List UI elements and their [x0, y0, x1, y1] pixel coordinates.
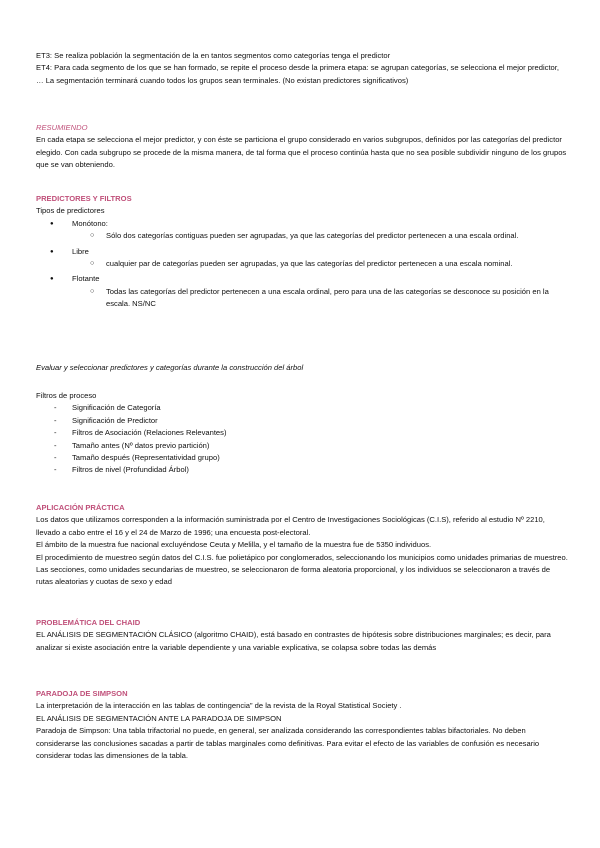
- simpson-section: [36, 688, 568, 762]
- filtros-list: [36, 402, 568, 476]
- problematica-text: EL ANÁLISIS DE SEGMENTACIÓN CLÁSICO (algoritmo CHAID), está basado en contrastes de hipótesis sobre distribuciones marginales; es decir, para analizar si existe asociación entre la variable dependiente y una variable explicativa, se colapsa sobre todas las demás: [36, 630, 551, 652]
- simpson-line-2: EL ANÁLISIS DE SEGMENTACIÓN ANTE LA PARADOJA DE SIMPSON: [36, 713, 282, 723]
- list-item: ● Flotante: [36, 273, 568, 285]
- list-item: - Significación de Predictor: [36, 415, 568, 427]
- list-item: ● Libre: [36, 246, 568, 258]
- aplicacion-p2: El ámbito de la muestra fue nacional excluyéndose Ceuta y Melilla, y el tamaño de la muestra fue de 5350 individuos.: [36, 540, 432, 550]
- problematica-section: [36, 617, 568, 654]
- evaluar-block: [36, 362, 568, 374]
- aplicacion-heading: APLICACIÓN PRÁCTICA: [36, 503, 125, 512]
- aplicacion-p1: Los datos que utilizamos corresponden a la información suministrada por el Centro de Investigaciones Sociológicas (C.I.S), referido al estudio Nº 2210, llevado a cabo entre el 16 y el 24 de Marzo de 1996; una encuesta post-electoral.: [36, 515, 545, 537]
- list-item: - Tamaño antes (Nº datos previo partición): [36, 440, 568, 452]
- list-item: ○ Todas las categorías del predictor pertenecen a una escala ordinal, pero para una de las categorías se desconoce su posición en la escala. NS/NC: [36, 286, 568, 311]
- predictor-types-list: [36, 218, 568, 311]
- resumiendo-section: [36, 122, 568, 172]
- simpson-line-1: La interpretación de la interacción en las tablas de contingencia” de la revista de la Royal Statistical Society .: [36, 701, 402, 711]
- list-item: - Tamaño después (Representatividad grupo): [36, 452, 568, 464]
- predictores-heading: PREDICTORES Y FILTROS: [36, 194, 132, 203]
- et4-text: ET4: Para cada segmento de los que se han formado, se repite el proceso desde la primera etapa: se agrupan categorías, se selecciona el mejor predictor, … La segmentación terminará cuando todos los grupos sean terminales. (No existan predictores significativos): [36, 63, 560, 85]
- simpson-line-3: Paradoja de Simpson: Una tabla trifactorial no puede, en general, ser analizada considerando las correspondientes tablas bifactoriales. No deben considerarse las conclusiones sacadas a partir de tablas marginales como definitivas. Para evitar el efecto de las variables de confusión es necesario considerar todas las dimensiones de la tabla.: [36, 726, 540, 761]
- predictores-section: [36, 193, 568, 311]
- resumiendo-heading: RESUMIENDO: [36, 123, 88, 132]
- problematica-heading: PROBLEMÁTICA DEL CHAID: [36, 618, 141, 627]
- aplicacion-section: [36, 502, 568, 589]
- simpson-heading: PARADOJA DE SIMPSON: [36, 689, 128, 698]
- resumiendo-text: En cada etapa se selecciona el mejor predictor, y con éste se particiona el grupo considerado en varios subgrupos, definidos por las categorías del predictor elegido. Con cada subgrupo se procede de la misma manera, de tal forma que el proceso continúa hasta que no sea posible subdividir ninguno de los grupos que se van obteniendo.: [36, 135, 567, 170]
- intro-section: [36, 50, 568, 87]
- filtros-section: [36, 390, 568, 477]
- list-item: - Filtros de nivel (Profundidad Árbol): [36, 464, 568, 476]
- list-item: - Filtros de Asociación (Relaciones Relevantes): [36, 427, 568, 439]
- list-item: ○ Sólo dos categorías contiguas pueden ser agrupadas, ya que las categorías del predictor pertenecen a una escala ordinal.: [36, 230, 568, 242]
- list-item: - Significación de Categoría: [36, 402, 568, 414]
- evaluar-text: Evaluar y seleccionar predictores y categorías durante la construcción del árbol: [36, 363, 304, 372]
- list-item: ○ cualquier par de categorías pueden ser agrupadas, ya que las categorías del predictor pertenecen a una escala nominal.: [36, 258, 568, 270]
- filtros-title: Filtros de proceso: [36, 391, 97, 400]
- et3-text: ET3: Se realiza población la segmentación de la en tantos segmentos como categorías tenga el predictor: [36, 51, 391, 60]
- tipos-heading: Tipos de predictores: [36, 206, 105, 216]
- list-item: ● Monótono:: [36, 218, 568, 230]
- aplicacion-p3: El procedimiento de muestreo según datos del C.I.S. fue polietápico por conglomerados, seleccionando los municipios como unidades primarias de muestreo. Las secciones, como unidades secundarias de muestreo, se seleccionaron de forma aleatoria proporcional, y los individuos se seleccionaron a través de rutas aleatorias y cuotas de sexo y edad: [36, 552, 568, 587]
